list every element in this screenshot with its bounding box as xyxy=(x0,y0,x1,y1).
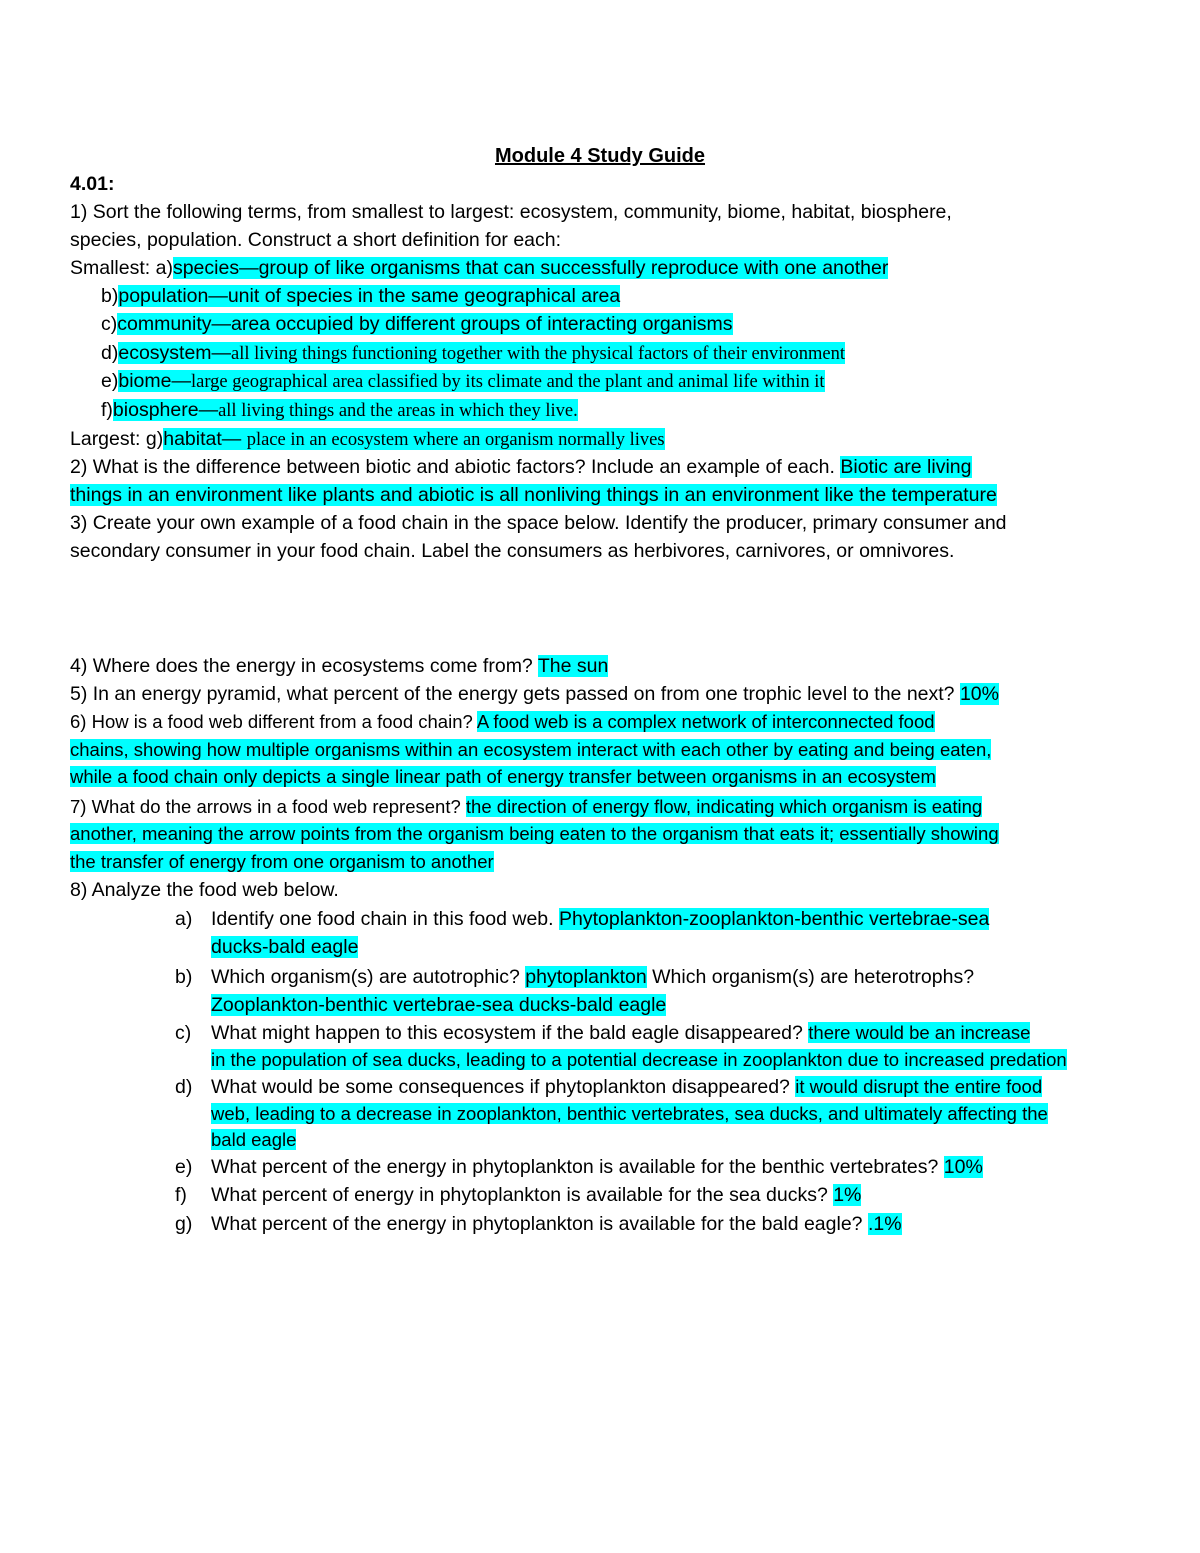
q1-item-c xyxy=(101,310,733,338)
q7-line3 xyxy=(70,848,494,876)
page-title: Module 4 Study Guide xyxy=(494,145,705,167)
q5-prompt: 5) In an energy pyramid, what percent of the energy gets passed on from one trophic level to the next? xyxy=(70,683,960,705)
largest-label: Largest: g) xyxy=(70,428,164,450)
q8e-label: e) xyxy=(175,1156,193,1178)
q8a-answer-cont: ducks-bald eagle xyxy=(211,936,359,958)
item-label: e) xyxy=(101,370,119,392)
q8g-line xyxy=(211,1210,902,1238)
q8a-question: Identify one food chain in this food web. xyxy=(211,908,559,930)
q3-line1: 3) Create your own example of a food chain in the space below. Identify the producer, primary consumer and xyxy=(70,512,1007,534)
q8d-answer-cont: bald eagle xyxy=(211,1129,297,1150)
item-label: f) xyxy=(101,399,113,421)
q8c-line2 xyxy=(211,1046,1067,1074)
q8e-question: What percent of the energy in phytoplankton is available for the benthic vertebrates? xyxy=(211,1156,944,1178)
q8d-question: What would be some consequences if phytoplankton disappeared? xyxy=(211,1076,796,1098)
q8d-answer-cont: web, leading to a decrease in zooplankton, benthic vertebrates, sea ducks, and ultimately affecting the xyxy=(211,1103,1048,1124)
q1-answer-b: population—unit of species in the same geographical area xyxy=(118,285,621,307)
q8f-label: f) xyxy=(175,1184,187,1206)
q8d-line1 xyxy=(211,1073,1042,1101)
q8d-answer: it would disrupt the entire food xyxy=(795,1076,1043,1097)
q8d-line3 xyxy=(211,1126,296,1154)
q1-answer-a: species—group of like organisms that can successfully reproduce with one another xyxy=(172,257,889,279)
q6-answer-cont: while a food chain only depicts a single linear path of energy transfer between organisms in an ecosystem xyxy=(70,766,936,787)
q8a-answer: Phytoplankton-zooplankton-benthic vertebrae-sea xyxy=(558,908,990,930)
definition: large geographical area classified by its climate and the plant and animal life within it xyxy=(190,372,825,392)
q2-line2 xyxy=(70,481,997,509)
q1-answer-g xyxy=(163,428,664,450)
q8a-line2 xyxy=(211,933,358,961)
q7-prompt: 7) What do the arrows in a food web represent? xyxy=(70,796,466,817)
q8f-line xyxy=(211,1181,861,1209)
item-label: d) xyxy=(101,342,119,364)
q1-item-b xyxy=(101,282,620,310)
q1-item-e xyxy=(101,367,825,396)
smallest-label: Smallest: a) xyxy=(70,257,173,279)
q1-prompt-line2: species, population. Construct a short definition for each: xyxy=(70,229,562,251)
q8g-question: What percent of the energy in phytoplankton is available for the bald eagle? xyxy=(211,1213,868,1235)
q7-answer-cont: the transfer of energy from one organism to another xyxy=(70,851,494,872)
q1-item-a xyxy=(70,254,888,282)
q8b-line2 xyxy=(211,991,666,1019)
q8c-line1 xyxy=(211,1019,1030,1047)
q2-prompt: 2) What is the difference between biotic and abiotic factors? Include an example of each. xyxy=(70,456,841,478)
q1-answer-e xyxy=(118,370,824,392)
q8b-line1 xyxy=(211,963,974,991)
q8e-answer: 10% xyxy=(943,1156,983,1178)
q5-answer: 10% xyxy=(959,683,999,705)
q8f-question: What percent of energy in phytoplankton is available for the sea ducks? xyxy=(211,1184,834,1206)
q6-line1 xyxy=(70,708,935,736)
term: habitat— xyxy=(163,428,247,450)
q4-prompt: 4) Where does the energy in ecosystems come from? xyxy=(70,655,538,677)
item-label: b) xyxy=(101,285,119,307)
q6-line2 xyxy=(70,736,991,764)
q1-prompt-line1: 1) Sort the following terms, from smallest to largest: ecosystem, community, biome, habitat, biosphere, xyxy=(70,201,952,223)
q7-line1 xyxy=(70,793,982,821)
q2-line1 xyxy=(70,453,972,481)
q8g-label: g) xyxy=(175,1213,193,1235)
definition: all living things and the areas in which they live. xyxy=(218,401,578,421)
q1-item-f xyxy=(101,396,578,425)
definition: place in an ecosystem where an organism normally lives xyxy=(246,430,665,450)
q6-prompt: 6) How is a food web different from a food chain? xyxy=(70,711,477,732)
q8c-answer-cont: in the population of sea ducks, leading to a potential decrease in zooplankton due to increased predation xyxy=(211,1049,1067,1070)
term: biosphere— xyxy=(112,399,219,421)
q1-answer-c: community—area occupied by different groups of interacting organisms xyxy=(117,313,733,335)
q1-item-g xyxy=(70,425,665,454)
q6-line3 xyxy=(70,763,936,791)
q3-line2: secondary consumer in your food chain. Label the consumers as herbivores, carnivores, or omnivores. xyxy=(70,540,955,562)
term: ecosystem— xyxy=(118,342,232,364)
q8b-label: b) xyxy=(175,966,193,988)
q8a-line1 xyxy=(211,905,989,933)
q7-answer-cont: another, meaning the arrow points from the organism being eaten to the organism that eats it; essentially showing xyxy=(70,823,999,844)
q2-answer: Biotic are living xyxy=(840,456,972,478)
item-label: c) xyxy=(101,313,118,335)
definition: all living things functioning together with the physical factors of their environment xyxy=(231,344,846,364)
q8b-answer1: phytoplankton xyxy=(525,966,647,988)
q8c-question: What might happen to this ecosystem if the bald eagle disappeared? xyxy=(211,1022,809,1044)
q8-prompt: 8) Analyze the food web below. xyxy=(70,879,339,901)
q8c-label: c) xyxy=(175,1022,192,1044)
q8b-answer2: Zooplankton-benthic vertebrae-sea ducks-bald eagle xyxy=(211,994,667,1016)
q8g-answer: .1% xyxy=(867,1213,902,1235)
q1-answer-d xyxy=(118,342,845,364)
q8b-question1: Which organism(s) are autotrophic? xyxy=(211,966,526,988)
section-heading: 4.01: xyxy=(70,173,115,195)
q1-answer-f xyxy=(113,399,578,421)
q4-line xyxy=(70,652,608,680)
q8d-label: d) xyxy=(175,1076,193,1098)
q7-answer: the direction of energy flow, indicating which organism is eating xyxy=(465,796,983,817)
q8c-answer: there would be an increase xyxy=(808,1022,1031,1043)
q7-line2 xyxy=(70,820,999,848)
q5-line xyxy=(70,680,999,708)
q2-answer-cont: things in an environment like plants and abiotic is all nonliving things in an environment like the temperature xyxy=(70,484,997,506)
q8d-line2 xyxy=(211,1100,1048,1128)
q8b-question2: Which organism(s) are heterotrophs? xyxy=(646,966,975,988)
q4-answer: The sun xyxy=(537,655,609,677)
q1-item-d xyxy=(101,339,845,368)
q8e-line xyxy=(211,1153,983,1181)
q6-answer-cont: chains, showing how multiple organisms within an ecosystem interact with each other by eating and being eaten, xyxy=(70,739,992,760)
q8f-answer: 1% xyxy=(833,1184,862,1206)
q8a-label: a) xyxy=(175,908,193,930)
q6-answer: A food web is a complex network of interconnected food xyxy=(476,711,935,732)
term: biome— xyxy=(118,370,191,392)
